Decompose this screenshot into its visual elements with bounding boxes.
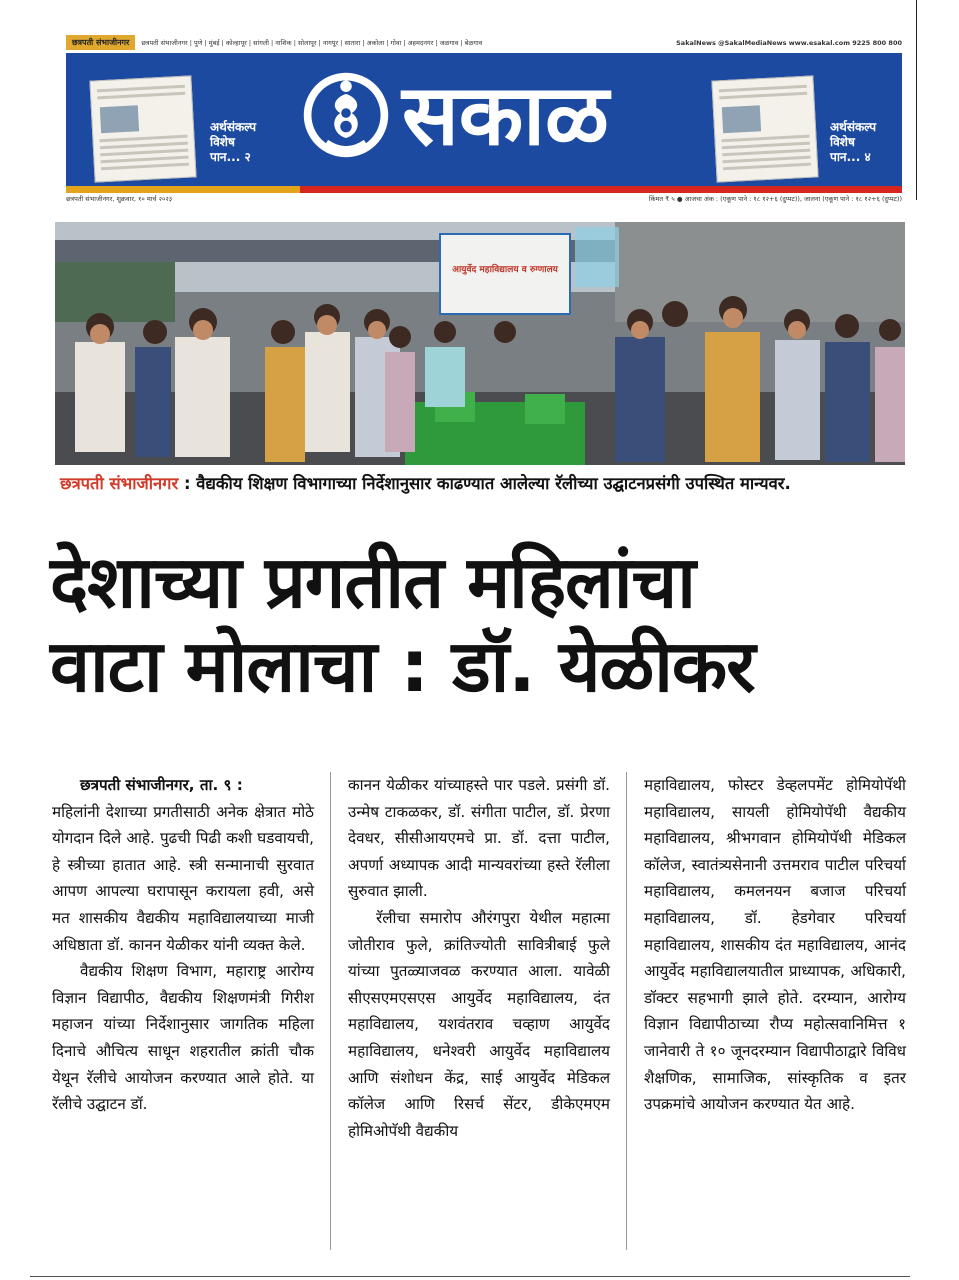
city-tag: छत्रपती संभाजीनगर bbox=[66, 35, 135, 50]
masthead-dateline bbox=[66, 194, 902, 206]
issue-price: किंमत ₹ ५ ● आजचा अंक : (एकूण पाने : १८ १२+६ (दुप्पट)), जालना (एकूण पाने : १८ १२+६ (दुप्पट)) bbox=[648, 195, 902, 203]
banner-text: आयुर्वेद महाविद्यालय व रुग्णालय bbox=[452, 265, 558, 275]
bottom-rule bbox=[30, 1276, 910, 1277]
paragraph: रॅलीचा समारोप औरंगपुरा येथील महात्मा जोतीराव फुले, क्रांतिज्योती सावित्रीबाई फुले यांच्या पुतळ्याजवळ करण्यात आला. यावेळी सीएसएमएसएस आयुर्वेद महाविद्यालय, दंत महाविद्यालय, यशवंतराव चव्हाण आयुर्वेद महाविद्यालय, धनेश्वरी आयुर्वेद महाविद्यालय आणि संशोधन केंद्र, साई आयुर्वेद मेडिकल कॉलेज आणि रिसर्च सेंटर, डीकेएमएम होमिओपॅथी वैद्यकीय bbox=[348, 908, 610, 1140]
column-divider bbox=[330, 772, 331, 1250]
promo-thumbnail-right bbox=[711, 75, 818, 182]
masthead bbox=[66, 34, 902, 202]
article-column-1 bbox=[52, 772, 314, 1118]
article-column-3 bbox=[644, 772, 906, 1118]
sakal-emblem-icon bbox=[298, 65, 394, 165]
paragraph: वैद्यकीय शिक्षण विभाग, महाराष्ट्र आरोग्य विज्ञान विद्यापीठ, वैद्यकीय शिक्षणमंत्री गिरीश महाजन यांच्या निर्देशानुसार जागतिक महिला दिनाचे औचित्य साधून शहरातील क्रांती चौक येथून रॅलीचे आयोजन करण्यात आले होते. या रॅलीचे उद्घाटन डॉ. bbox=[52, 962, 314, 1114]
caption-place: छत्रपती संभाजीनगर bbox=[60, 474, 179, 493]
rally-photo bbox=[55, 222, 905, 465]
article-dateline: छत्रपती संभाजीनगर, ता. ९ : bbox=[80, 776, 243, 794]
clipping-edge bbox=[916, 0, 917, 200]
column-divider bbox=[626, 772, 627, 1250]
promo-thumbnail-left bbox=[89, 75, 196, 182]
masthead-color-rule bbox=[66, 186, 902, 193]
promo-right: अर्थसंकल्प विशेष पान... ४ bbox=[830, 120, 877, 164]
issue-date: छत्रपती संभाजीनगर, शुक्रवार, १० मार्च २०२३ bbox=[66, 195, 173, 203]
headline-line-2: वाटा मोलाचा : डॉ. येळीकर bbox=[50, 624, 755, 708]
article-column-2 bbox=[348, 772, 610, 1144]
masthead-top-strip bbox=[66, 34, 902, 51]
headline bbox=[50, 540, 910, 708]
paragraph: महाविद्यालय, फोस्टर डेव्हलपमेंट होमियोपॅथी महाविद्यालय, सायली होमियोपॅथी वैद्यकीय महाविद्यालय, श्रीभगवान होमियोपॅथी मेडिकल कॉलेज, स्वातंत्र्यसेनानी उत्तमराव पाटील परिचर्या महाविद्यालय, कमलनयन बजाज परिचर्या महाविद्यालय, डॉ. हेडगेवार परिचर्या महाविद्यालय, शासकीय दंत महाविद्यालय, आनंद आयुर्वेद महाविद्यालयातील प्राध्यापक, अधिकारी, डॉक्टर सहभागी झाले होते. दरम्यान, आरोग्य विज्ञान विद्यापीठाच्या रौप्य महोत्सवानिमित्त १ जानेवारी ते १० जूनदरम्यान विद्यापीठाद्वारे विविध शैक्षणिक, सामाजिक, सांस्कृतिक व इतर उपक्रमांचे आयोजन करण्यात येत आहे. bbox=[644, 776, 906, 1114]
sakal-logo bbox=[298, 60, 609, 170]
promo-left: अर्थसंकल्प विशेष पान... २ bbox=[210, 120, 257, 164]
paragraph: कानन येळीकर यांच्याहस्ते पार पडले. प्रसंगी डॉ. उन्मेष टाकळकर, डॉ. संगीता पाटील, डॉ. प्रेरणा देवधर, सीसीआयएमचे प्रा. डॉ. दत्ता पाटील, अपर्णा अध्यापक आदी मान्यवरांच्या हस्ते रॅलीला सुरुवात झाली. bbox=[348, 776, 610, 901]
paragraph: महिलांनी देशाच्या प्रगतीसाठी अनेक क्षेत्रात मोठे योगदान दिले आहे. पुढची पिढी कशी घडवायची, हे स्त्रीच्या हातात आहे. स्त्री सन्मानाची सुरवात आपण आपल्या घरापासून करायला हवी, असे मत शासकीय वैद्यकीय महाविद्यालयाच्या माजी अधिष्ठाता डॉ. कानन येळीकर यांनी व्यक्त केले. bbox=[52, 802, 314, 954]
photo-caption bbox=[60, 470, 910, 497]
caption-text: : वैद्यकीय शिक्षण विभागाच्या निर्देशानुसार काढण्यात आलेल्या रॅलीच्या उद्घाटनप्रसंगी उपस्थित मान्यवर. bbox=[178, 474, 791, 493]
social-handles: SakalNews @SakalMediaNews www.esakal.com 9225 800 800 bbox=[676, 38, 902, 47]
editions-list: छत्रपती संभाजीनगर | पुणे | मुंबई | कोल्हापूर | सांगली | नाशिक | सोलापूर | नागपूर | सातारा | अकोला | गोवा | अहमदनगर | जळगाव | बेळगाव bbox=[141, 39, 483, 47]
headline-line-1: देशाच्या प्रगतीत महिलांचा bbox=[50, 540, 695, 624]
logo-wordmark: सकाळ bbox=[402, 66, 609, 164]
